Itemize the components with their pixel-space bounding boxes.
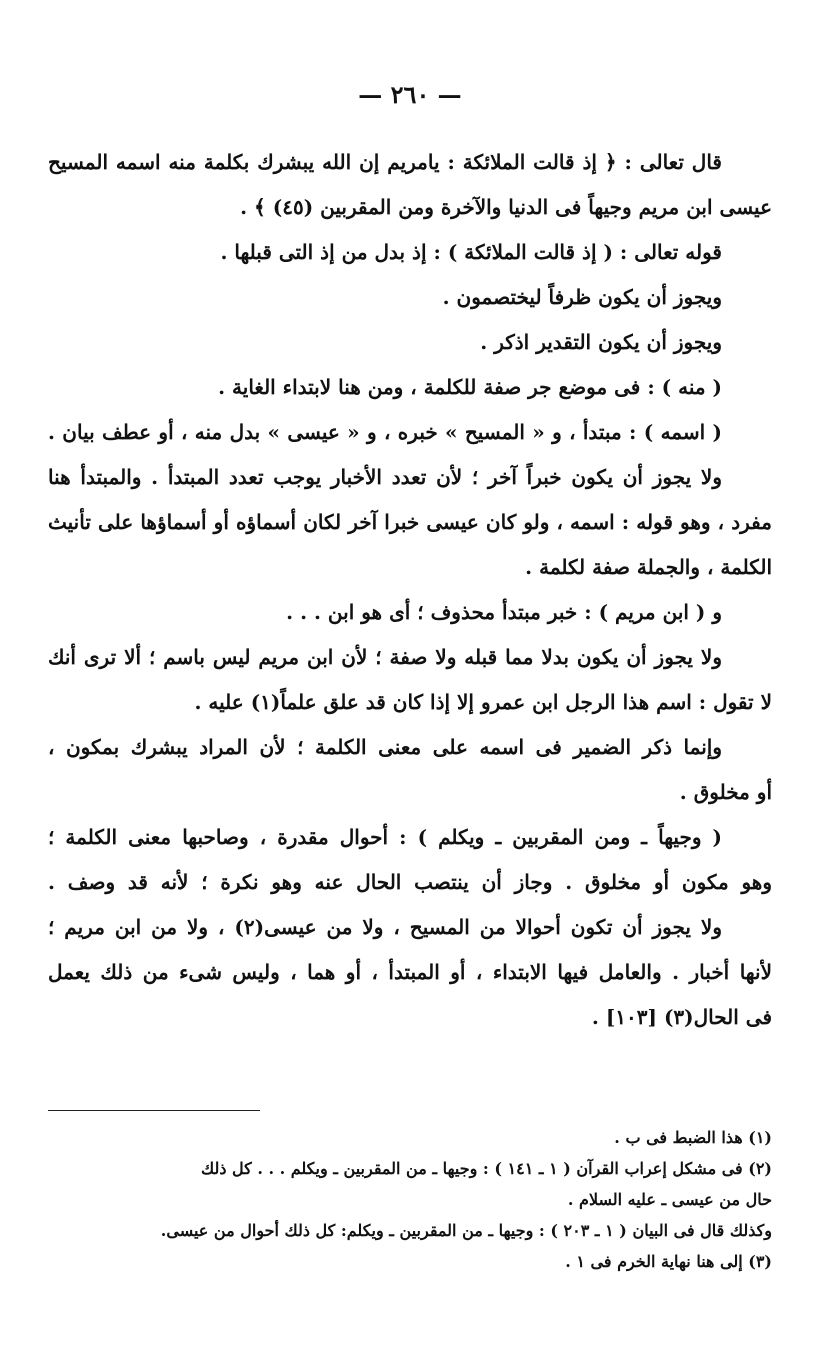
- footnotes: [48, 1122, 772, 1277]
- text-line: وإنما ذكر الضمير فى اسمه على معنى الكلمة ؛ لأن المراد يبشرك بمكون ،: [48, 735, 722, 759]
- text-line: ولا يجوز أن يكون بدلا مما قبله ولا صفة ؛ لأن ابن مريم ليس باسم ؛ ألا ترى أنك: [48, 645, 722, 669]
- text-line: ولا يجوز أن تكون أحوالا من المسيح ، ولا من عيسى(٢) ، ولا من ابن مريم ؛: [48, 915, 722, 939]
- text-line: ولا يجوز أن يكون خبراً آخر ؛ لأن تعدد الأخبار يوجب تعدد المبتدأ . والمبتدأ هنا: [48, 465, 722, 489]
- text-line: ( اسمه ) : مبتدأ ، و « المسيح » خبره ، و « عيسى » بدل منه ، أو عطف بيان .: [48, 420, 722, 444]
- text-line: ( منه ) : فى موضع جر صفة للكلمة ، ومن هنا لابتداء الغاية .: [218, 375, 722, 399]
- text-line: لأنها أخبار . والعامل فيها الابتداء ، أو المبتدأ ، أو هما ، وليس شىء من ذلك يعمل: [48, 960, 772, 984]
- text-line: أو مخلوق .: [679, 780, 772, 804]
- text-line: الكلمة ، والجملة صفة لكلمة .: [525, 555, 772, 579]
- text-line: و ( ابن مريم ) : خبر مبتدأ محذوف ؛ أى هو ابن . . .: [286, 600, 722, 624]
- footnote-line: وكذلك قال فى البيان ( ١ ـ ٢٠٣ ) : وجيها ـ من المقربين ـ ويكلم: كل ذلك أحوال من عيسى.: [160, 1221, 772, 1240]
- footnote-line: (٢) فى مشكل إعراب القرآن ( ١ ـ ١٤١ ) : وجيها ـ من المقربين ـ ويكلم . . . كل ذلك: [200, 1159, 772, 1178]
- text-line: عيسى ابن مريم وجيهاً فى الدنيا والآخرة ومن المقربين (٤٥) ﴾ .: [240, 195, 772, 219]
- footnote-separator: [48, 1110, 260, 1111]
- text-line: ( وجيهاً ـ ومن المقربين ـ ويكلم ) : أحوال مقدرة ، وصاحبها معنى الكلمة ؛: [48, 825, 722, 849]
- footnote-line: حال من عيسى ـ عليه السلام .: [567, 1190, 772, 1209]
- text-line: قوله تعالى : ( إذ قالت الملائكة ) : إذ بدل من إذ التى قبلها .: [220, 240, 722, 264]
- text-line: وهو مكون أو مخلوق . وجاز أن ينتصب الحال عنه وهو نكرة ؛ لأنه قد وصف .: [48, 870, 772, 894]
- main-text: [48, 140, 772, 1040]
- footnote-line: (١) هذا الضبط فى ب .: [614, 1128, 772, 1147]
- text-line: ويجوز أن يكون التقدير اذكر .: [480, 330, 722, 354]
- text-line: فى الحال(٣) [١٠٣] .: [591, 1005, 772, 1029]
- text-line: مفرد ، وهو قوله : اسمه ، ولو كان عيسى خبرا آخر لكان أسماؤه أو أسماؤها على تأنيث: [48, 510, 772, 534]
- footnote-line: (٣) إلى هنا نهاية الخرم فى ١ .: [565, 1252, 772, 1271]
- page-number: — ٢٦٠ —: [358, 80, 462, 109]
- text-line: لا تقول : اسم هذا الرجل ابن عمرو إلا إذا كان قد علق علماً(١) عليه .: [194, 690, 772, 714]
- text-line: ويجوز أن يكون ظرفاً ليختصمون .: [442, 285, 722, 309]
- text-line: قال تعالى : ﴿ إذ قالت الملائكة : يامريم إن الله يبشرك بكلمة منه اسمه المسيح: [48, 150, 722, 174]
